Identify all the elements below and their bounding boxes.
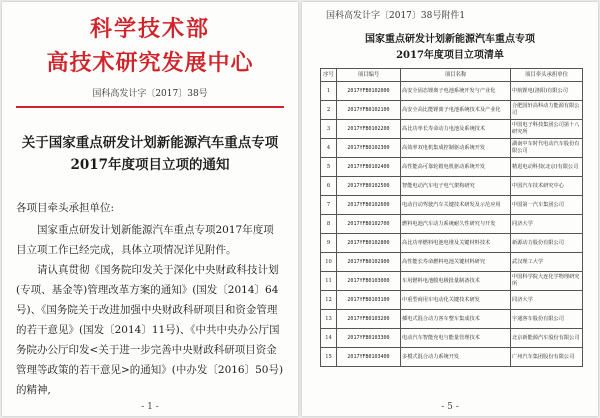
project-code: 2017YFB0102400	[337, 158, 401, 177]
project-name: 电动自动驾驶汽车关键技术研发及示范应用	[401, 196, 511, 215]
lead-unit: 同济大学	[511, 215, 583, 234]
header-index: 序号	[321, 69, 337, 82]
project-code: 2017YFB0102200	[337, 120, 401, 139]
table-row	[321, 272, 583, 291]
issuing-center: 高技术研究发展中心	[46, 50, 254, 76]
attachment-page	[302, 2, 598, 416]
lead-unit: 宇通客车股份有限公司	[511, 310, 583, 329]
project-code: 2017YFB0102000	[337, 82, 401, 101]
body-paragraph-2: 请认真贯彻《国务院印发关于深化中央财政科技计划(专项、基金等)管理改革方案的通知》(国发〔2014〕64号)、《国务院关于改进加强中央财政科研项目和资金管理的若干意见》(国发〔2014〕11号)、《中共中央办公厅国务院办公厅印发<关于进一步完善中央财政科研项目资金管理等政策的若干意见>的通知》(中办发〔2016〕50号)的精神,	[16, 264, 284, 396]
project-code: 2017YFB0102300	[337, 139, 401, 158]
project-code: 2017YFB0103100	[337, 291, 401, 310]
lead-unit: 中国科学院大连化学物理研究所	[511, 272, 583, 291]
lead-unit: 武汉理工大学	[511, 253, 583, 272]
table-header-row	[321, 69, 583, 82]
header-project-name: 项目名称	[401, 69, 511, 82]
project-name: 高比功率长寿命动力电池及系统技术	[401, 120, 511, 139]
notice-title-line-1: 关于国家重点研发计划新能源汽车重点专项	[21, 135, 279, 151]
salutation: 各项目牵头承担单位:	[16, 202, 115, 214]
project-name: 高安全高比能锂离子电池系统技术及产业化	[401, 101, 511, 120]
table-row	[321, 196, 583, 215]
row-index: 13	[321, 310, 337, 329]
project-code: 2017YFB0103200	[337, 310, 401, 329]
project-code: 2017YFB0103300	[337, 329, 401, 348]
attachment-title-line-2: 2017年度项目立项清单	[396, 50, 504, 61]
red-divider	[16, 106, 284, 108]
header-project-code: 项目编号	[337, 69, 401, 82]
row-index: 2	[321, 101, 337, 120]
lead-unit: 同济大学	[511, 291, 583, 310]
project-code: 2017YFB0102500	[337, 177, 401, 196]
table-row	[321, 158, 583, 177]
project-name: 电动汽车智能充电与能量管理技术	[401, 329, 511, 348]
row-index: 4	[321, 139, 337, 158]
row-index: 7	[321, 196, 337, 215]
notice-title-line-2: 2017年度项目立项的通知	[70, 157, 230, 173]
project-code: 2017YFB0102100	[337, 101, 401, 120]
project-name: 高性能长寿命燃料电池关键材料研究	[401, 253, 511, 272]
table-row	[321, 82, 583, 101]
project-name: 高性能高可靠轮毂电机驱动系统开发	[401, 158, 511, 177]
lead-unit: 中国电子科技集团公司第十八研究所	[511, 120, 583, 139]
table-row	[321, 120, 583, 139]
row-index: 3	[321, 120, 337, 139]
row-index: 5	[321, 158, 337, 177]
lead-unit: 中国第一汽车集团公司	[511, 196, 583, 215]
document-number: 国科高发计字〔2017〕38号	[92, 89, 208, 99]
lead-unit: 合肥国轩高科动力能源有限公司	[511, 101, 583, 120]
project-code: 2017YFB0102800	[337, 234, 401, 253]
project-code: 2017YFB0103400	[337, 348, 401, 367]
table-row	[321, 310, 583, 329]
project-code: 2017YFB0102600	[337, 196, 401, 215]
row-index: 6	[321, 177, 337, 196]
project-name: 中重型商用车电动化关键技术研发	[401, 291, 511, 310]
row-index: 14	[321, 329, 337, 348]
lead-unit: 湖南中车时代电动汽车股份有限公司	[511, 139, 583, 158]
project-name: 高效率双电机集成控制驱动系统开发	[401, 139, 511, 158]
row-index: 15	[321, 348, 337, 367]
project-code: 2017YFB0103000	[337, 272, 401, 291]
attachment-document-number: 国科高发计字〔2017〕38号附件1	[326, 11, 466, 21]
attachment-title	[302, 32, 598, 64]
page-number-right: - 5 -	[441, 402, 459, 412]
project-name: 智能电动汽车电子电气架构研究	[401, 177, 511, 196]
row-index: 10	[321, 253, 337, 272]
project-name: 多模式混合动力系统开发	[401, 348, 511, 367]
row-index: 11	[321, 272, 337, 291]
issuing-ministry: 科学技术部	[89, 16, 210, 42]
header-lead-unit: 项目牵头承担单位	[511, 69, 583, 82]
project-list-table	[320, 68, 583, 367]
table-row	[321, 234, 583, 253]
lead-unit: 精进电动科技(北京)有限公司	[511, 158, 583, 177]
table-row	[321, 215, 583, 234]
project-name: 高比功率燃料电池电堆及关键材料技术	[401, 234, 511, 253]
lead-unit: 中国汽车技术研究中心	[511, 177, 583, 196]
lead-unit: 中航锂电(洛阳)有限公司	[511, 82, 583, 101]
project-name: 车用燃料电池膜电极批量制备技术	[401, 272, 511, 291]
table-row	[321, 139, 583, 158]
table-row	[321, 253, 583, 272]
body-paragraph-1: 国家重点研发计划新能源汽车重点专项2017年度项目立项工作已经完成，具体立项情况详见附件。	[16, 224, 274, 256]
project-name: 插电式混合动力客车整车集成技术	[401, 310, 511, 329]
attachment-title-line-1: 国家重点研发计划新能源汽车重点专项	[365, 34, 535, 45]
lead-unit: 北京新能源汽车股份有限公司	[511, 329, 583, 348]
table-row	[321, 329, 583, 348]
project-name: 高安全固态锂离子电池系统开发与产业化	[401, 82, 511, 101]
page-number-left: - 1 -	[141, 402, 159, 412]
row-index: 1	[321, 82, 337, 101]
notice-title	[2, 132, 298, 176]
notice-page	[2, 2, 298, 416]
table-row	[321, 177, 583, 196]
project-name: 燃料电池汽车动力系统耐久性研究与开发	[401, 215, 511, 234]
row-index: 12	[321, 291, 337, 310]
lead-unit: 新源动力股份有限公司	[511, 234, 583, 253]
lead-unit: 广州汽车集团股份有限公司	[511, 348, 583, 367]
table-row	[321, 101, 583, 120]
project-code: 2017YFB0102700	[337, 215, 401, 234]
row-index: 9	[321, 234, 337, 253]
table-row	[321, 291, 583, 310]
row-index: 8	[321, 215, 337, 234]
table-row	[321, 348, 583, 367]
project-code: 2017YFB0102900	[337, 253, 401, 272]
